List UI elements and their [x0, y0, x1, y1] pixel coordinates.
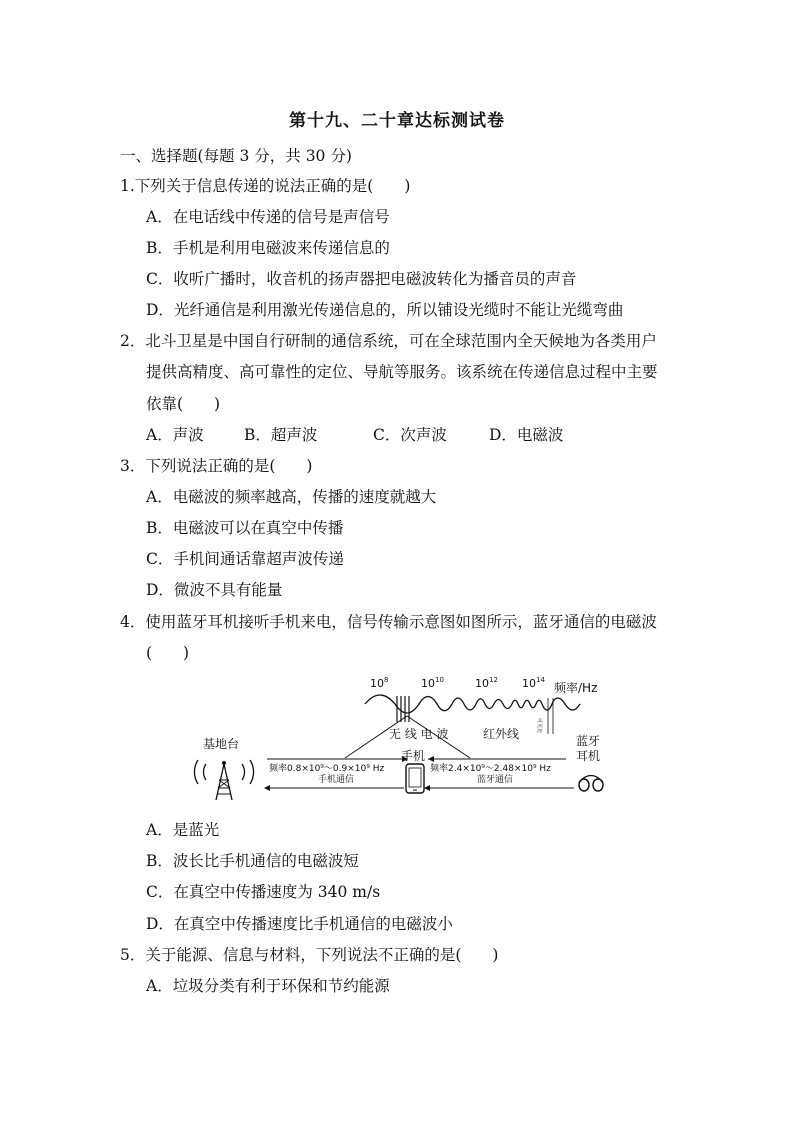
freq-axis-label: 频率/Hz	[554, 681, 598, 695]
arrow-head	[424, 785, 430, 791]
base-station-icon	[194, 760, 253, 800]
question-2-option-d: D．电磁波	[489, 426, 564, 444]
question-3-stem: 3．下列说法正确的是( )	[120, 457, 313, 475]
base-station-label: 基地台	[203, 737, 240, 751]
phone-label: 手机	[401, 749, 426, 763]
bluetooth-comm-label: 蓝牙通信	[477, 775, 514, 785]
phone-comm-label: 手机通信	[318, 775, 355, 785]
question-3-option-c: C．手机间通话靠超声波传递	[146, 550, 344, 568]
question-1-option-c: C．收听广播时，收音机的扬声器把电磁波转化为播音员的声音	[146, 270, 577, 288]
question-2-stem-line-2: 提供高精度、高可靠性的定位、导航等服务。该系统在传递信息过程中主要	[146, 363, 658, 381]
question-4-stem-line-1: 4．使用蓝牙耳机接听手机来电，信号传输示意图如图所示，蓝牙通信的电磁波	[120, 613, 657, 631]
question-1-option-a: A．在电话线中传递的信号是声信号	[146, 208, 390, 226]
radio-wave-label: 无 线 电 波	[389, 727, 449, 741]
question-1-stem: 1.下列关于信息传递的说法正确的是( )	[120, 177, 411, 195]
freq-tick-1e10: $10^{10}$	[421, 676, 444, 690]
question-3-option-d: D．微波不具有能量	[146, 581, 283, 599]
question-2-option-c: C．次声波	[373, 426, 447, 444]
question-4-stem-line-2: ( )	[146, 644, 190, 662]
question-4-option-a: A．是蓝光	[146, 821, 220, 839]
phone-frequency-label: 频率0.8×10⁹～0.9×10⁹ Hz	[269, 764, 385, 774]
freq-tick-1e14: $10^{14}$	[522, 676, 545, 690]
phone-icon	[406, 764, 424, 793]
arrow-head	[428, 756, 434, 762]
question-5-stem: 5．关于能源、信息与材料，下列说法不正确的是( )	[120, 946, 499, 964]
question-4-option-c: C．在真空中传播速度为 340 m/s	[146, 883, 381, 901]
signal-transmission-diagram	[170, 668, 620, 808]
freq-tick-1e12: $10^{12}$	[475, 676, 498, 690]
section-heading: 一、选择题(每题 3 分，共 30 分)	[120, 147, 352, 165]
bluetooth-frequency-label: 频率2.4×10⁹～2.48×10⁹ Hz	[430, 764, 551, 774]
visible-light-label: 可见光	[536, 718, 542, 734]
headset-icon	[579, 776, 603, 792]
freq-tick-1e8: $10^8$	[370, 676, 389, 690]
headset-label-line-1: 蓝牙	[576, 734, 601, 748]
question-4-option-d: D．在真空中传播速度比手机通信的电磁波小	[146, 915, 453, 933]
question-3-option-a: A．电磁波的频率越高，传播的速度就越大	[146, 488, 437, 506]
question-2-option-a: A．声波	[146, 426, 204, 444]
page-title: 第十九、二十章达标测试卷	[289, 111, 505, 131]
question-2-stem-line-1: 2．北斗卫星是中国自行研制的通信系统，可在全球范围内全天候地为各类用户	[120, 332, 657, 350]
arrow-head	[264, 785, 270, 791]
question-4-option-b: B．波长比手机通信的电磁波短	[146, 852, 359, 870]
question-3-option-b: B．电磁波可以在真空中传播	[146, 519, 344, 537]
question-1-option-d: D．光纤通信是利用激光传递信息的，所以铺设光缆时不能让光缆弯曲	[146, 301, 624, 319]
infrared-label: 红外线	[483, 727, 520, 741]
question-5-option-a: A．垃圾分类有利于环保和节约能源	[146, 977, 390, 995]
question-2-option-b: B．超声波	[244, 426, 318, 444]
question-2-stem-line-3: 依靠( )	[146, 395, 221, 413]
headset-label-line-2: 耳机	[576, 749, 601, 763]
question-1-option-b: B．手机是利用电磁波来传递信息的	[146, 239, 390, 257]
